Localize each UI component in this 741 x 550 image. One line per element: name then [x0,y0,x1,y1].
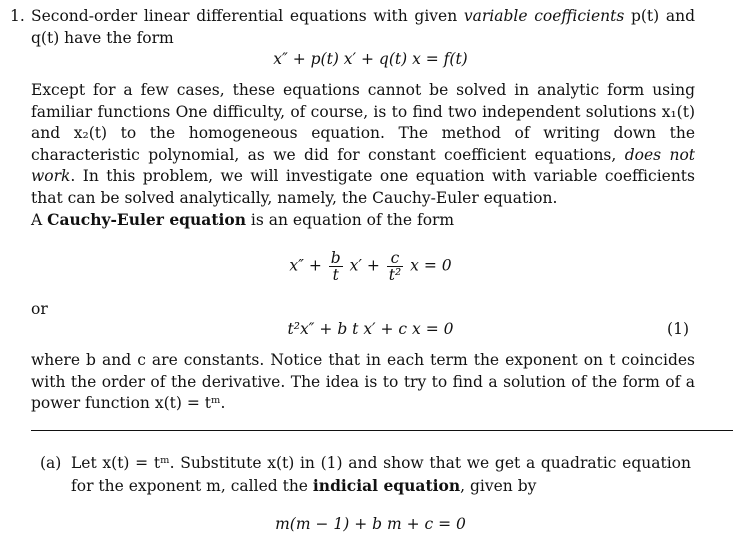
definition-bold-term: Cauchy-Euler equation [47,210,246,229]
explanation-text-2: . In this problem, we will investigate one equation with variable coefficients that can be solved analytically, namely, the Cauchy-Euler equation. [31,167,695,207]
intro-paragraph [31,6,695,49]
cauchy-euler-equation [0,250,741,283]
explanation-text-1: Except for a few cases, these equations cannot be solved in analytic form using familiar functions One difficulty, of course, is to find two independent solutions x₁(t) and x₂(t) to the homogeneous equation. The method of writing down the characteristic polynomial, as we did for constant coefficient equations, [31,81,695,164]
explanation-emphasis: does not work [31,145,696,185]
part-a-text [71,453,691,497]
ce-fraction-b-denominator: t [332,266,339,284]
problem-number: 1. [10,7,25,25]
ce-fraction-c [387,250,403,283]
indicial-equation: m(m − 1) + b m + c = 0 [275,515,466,533]
intro-text-1: Second-order linear differential equations with given [31,7,464,25]
section-divider [31,430,733,431]
intro-emphasis: variable coefficients [463,7,625,25]
general-equation: x″ + p(t) x′ + q(t) x = f(t) [273,50,468,68]
ce-tail: x = 0 [410,256,452,275]
or-connector: or [31,300,48,318]
part-a-bold-term: indicial equation [312,475,461,495]
definition-paragraph [31,209,695,232]
cauchy-euler-equation-2: t²x″ + b t x′ + c x = 0 [287,320,454,338]
equation-number: (1) [667,320,689,338]
ce-fraction-b-numerator: b [330,249,341,267]
ce-fraction-c-numerator: c [387,250,403,267]
ce-mid: x′ + [349,256,380,275]
part-a-text-2: , given by [460,476,537,495]
ce-lead: x″ + [289,256,322,275]
ce-fraction-c-denominator: t² [388,266,402,284]
intro-text-2: p(t) and q(t) have the form [31,7,696,47]
part-a-text-1: Let x(t) = tᵐ. Substitute x(t) in (1) and show that we get a quadratic equation for the exponent m, called the [71,454,691,495]
part-a-label: (a) [40,454,62,472]
definition-text-1: A [31,211,48,229]
definition-text-2: is an equation of the form [245,211,455,229]
ce-fraction-b [329,250,343,283]
power-function-paragraph: where b and c are constants. Notice that in each term the exponent on t coincides with the order of the derivative. The idea is to try to find a solution of the form of a power function x(t) = tᵐ. [31,351,695,412]
explanation-paragraph [31,80,695,209]
